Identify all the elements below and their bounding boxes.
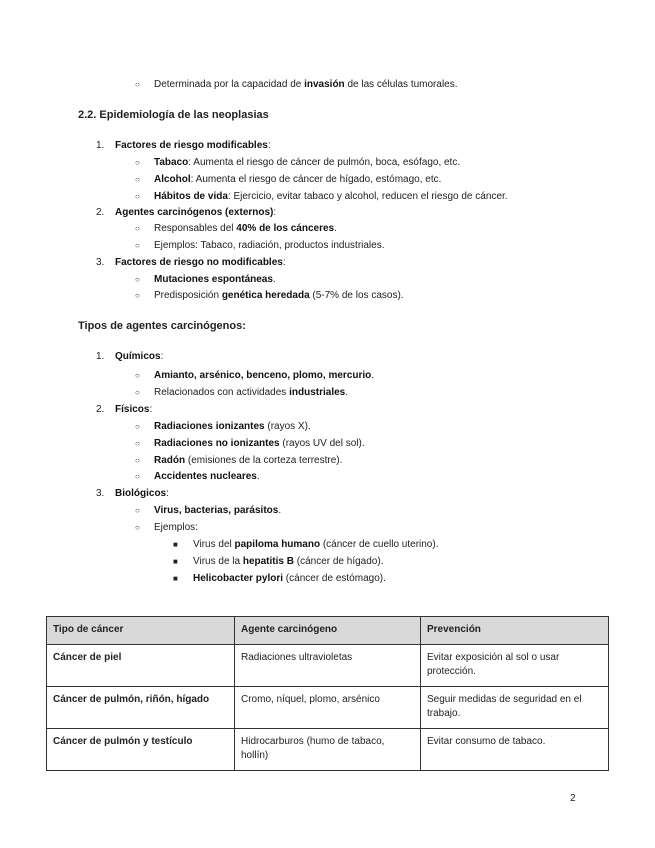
hollow-bullet-icon: ○ [135, 472, 140, 481]
table-row [47, 687, 609, 729]
table-header-cell: Prevención [421, 617, 609, 645]
list-item: ■ Virus del papiloma humano (cáncer de cuello uterino). [173, 539, 439, 550]
square-bullet-icon: ■ [173, 574, 178, 583]
hollow-bullet-icon: ○ [135, 80, 140, 89]
hollow-bullet-icon: ○ [135, 439, 140, 448]
hollow-bullet-icon: ○ [135, 422, 140, 431]
hollow-bullet-icon: ○ [135, 371, 140, 380]
hollow-bullet-icon: ○ [135, 456, 140, 465]
list-item: 2. Agentes carcinógenos (externos): [96, 207, 277, 218]
table-cell: Radiaciones ultravioletas [235, 645, 421, 687]
list-item: ○ Tabaco: Aumenta el riesgo de cáncer de pulmón, boca, esófago, etc. [135, 157, 461, 168]
intro-bullet: ○ Determinada por la capacidad de invasión de las células tumorales. [135, 79, 458, 90]
list-item: 1. Químicos: [96, 351, 164, 362]
list-item: ○ Relacionados con actividades industriales. [135, 387, 349, 398]
cancer-agents-table [46, 616, 609, 771]
square-bullet-icon: ■ [173, 540, 178, 549]
list-item: ■ Helicobacter pylori (cáncer de estómago). [173, 573, 386, 584]
agents-heading: Tipos de agentes carcinógenos: [78, 320, 246, 332]
section-heading: 2.2. Epidemiología de las neoplasias [78, 109, 269, 121]
table-cell: Seguir medidas de seguridad en el trabajo. [421, 687, 609, 729]
square-bullet-icon: ■ [173, 557, 178, 566]
hollow-bullet-icon: ○ [135, 158, 140, 167]
list-item: ■ Virus de la hepatitis B (cáncer de hígado). [173, 556, 384, 567]
list-item: ○ Mutaciones espontáneas. [135, 274, 276, 285]
table-row [47, 645, 609, 687]
list-item: ○ Ejemplos: Tabaco, radiación, productos industriales. [135, 240, 385, 251]
hollow-bullet-icon: ○ [135, 224, 140, 233]
list-item: 1. Factores de riesgo modificables: [96, 140, 271, 151]
list-item: ○ Accidentes nucleares. [135, 471, 260, 482]
list-item: ○ Radiaciones ionizantes (rayos X). [135, 421, 311, 432]
list-item: 2. Físicos: [96, 404, 153, 415]
list-item: ○ Predisposición genética heredada (5-7% de los casos). [135, 290, 404, 301]
list-item: ○ Amianto, arsénico, benceno, plomo, mercurio. [135, 370, 375, 381]
hollow-bullet-icon: ○ [135, 175, 140, 184]
table-cell: Cáncer de pulmón, riñón, hígado [47, 687, 235, 729]
list-item: ○ Hábitos de vida: Ejercicio, evitar tabaco y alcohol, reducen el riesgo de cáncer. [135, 191, 508, 202]
table-header-cell: Agente carcinógeno [235, 617, 421, 645]
hollow-bullet-icon: ○ [135, 523, 140, 532]
list-item: ○ Radón (emisiones de la corteza terrestre). [135, 455, 343, 466]
table-row [47, 729, 609, 771]
list-item: ○ Alcohol: Aumenta el riesgo de cáncer de hígado, estómago, etc. [135, 174, 442, 185]
table-header-row [47, 617, 609, 645]
table-cell: Evitar exposición al sol o usar protección. [421, 645, 609, 687]
table-cell: Evitar consumo de tabaco. [421, 729, 609, 771]
hollow-bullet-icon: ○ [135, 388, 140, 397]
table-cell: Hidrocarburos (humo de tabaco, hollín) [235, 729, 421, 771]
hollow-bullet-icon: ○ [135, 192, 140, 201]
table-cell: Cáncer de piel [47, 645, 235, 687]
list-item: ○ Ejemplos: [135, 522, 198, 533]
hollow-bullet-icon: ○ [135, 241, 140, 250]
list-item: ○ Responsables del 40% de los cánceres. [135, 223, 337, 234]
hollow-bullet-icon: ○ [135, 275, 140, 284]
table-cell: Cáncer de pulmón y testículo [47, 729, 235, 771]
table-header-cell: Tipo de cáncer [47, 617, 235, 645]
list-item: 3. Factores de riesgo no modificables: [96, 257, 286, 268]
hollow-bullet-icon: ○ [135, 506, 140, 515]
hollow-bullet-icon: ○ [135, 291, 140, 300]
table-cell: Cromo, níquel, plomo, arsénico [235, 687, 421, 729]
page-number: 2 [570, 793, 576, 804]
list-item: ○ Radiaciones no ionizantes (rayos UV del sol). [135, 438, 365, 449]
list-item: ○ Virus, bacterias, parásitos. [135, 505, 282, 516]
list-item: 3. Biológicos: [96, 488, 169, 499]
